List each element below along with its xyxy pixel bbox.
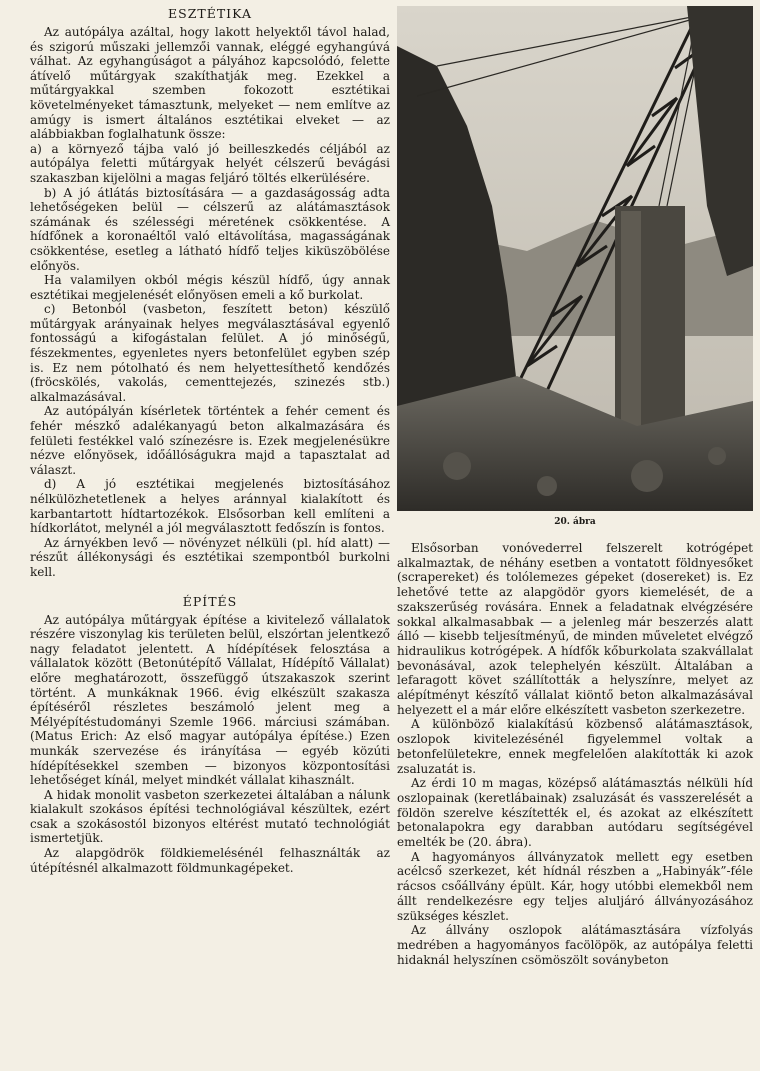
paragraph: A különböző kialakítású közbenső alátámasztások, oszlopok kivitelezésénél figyelemmel voltak a betonfelületekre, ennek megfelelően alakították ki azok zsaluzatát is. [397, 717, 753, 776]
paragraph: Az érdi 10 m magas, középső alátámasztás nélküli híd oszlopainak (keretlábainak) zsaluzását és vasszerelését a földön szerelve készítették el, és azokat az elkészített betonalapokra egy darabban autódaru segítségével emelték be (20. ábra). [397, 776, 753, 850]
paragraph: Az árnyékben levő — növényzet nélküli (pl. híd alatt) — részűt állékonysági és esztétikai szempontból burkolni kell. [30, 535, 390, 579]
right-column [397, 6, 753, 967]
paragraph: c) Betonból (vasbeton, feszített beton) készülő műtárgyak arányainak helyes megválasztásával egyenlő fontosságú a kifogástalan felület. A jó minőségű, fészekmentes, egyenletes nyers betonfelület egyben szép is. Ez nem pótolható és nem helyettesíthető kendőzés (fröcskölés, vakolás, cementtejezés, szinezés stb.) alkalmazásával. [30, 302, 390, 404]
paragraph: b) A jó átlátás biztosítására — a gazdaságosság adta lehetőségeken belül — célszerű az alátámasztások számának és szélességi méretének csökkentése. A hídfőnek a koronaéltől való eltávolítása, magasságának csökkentése, esetleg a látható hídfő teljes kiküszöbölése előnyös. [30, 185, 390, 273]
paragraph: Az alapgödrök földkiemelésénél felhasználták az útépítésnél alkalmazott földmunkagépeket. [30, 846, 390, 875]
construction-photo [397, 6, 753, 511]
figure-caption: 20. ábra [554, 517, 596, 527]
section-heading-epites: ÉPÍTÉS [182, 593, 238, 609]
left-column [30, 6, 390, 875]
paragraph: Ha valamilyen okból mégis készül hídfő, úgy annak esztétikai megjelenését előnyösen emeli a kő burkolat. [30, 273, 390, 302]
paragraph: a) a környező tájba való jó beilleszkedés céljából az autópálya feletti műtárgyak helyét célszerű bevágási szakaszban kijelölni a magas feljáró töltés elkerülésére. [30, 141, 390, 185]
paragraph: Az állvány oszlopok alátámasztására vízfolyás medrében a hagyományos facölöpök, az autópálya feletti hidaknál helyszínen csömöszölt soványbeton [397, 923, 753, 967]
paragraph: Az autópályán kísérletek történtek a fehér cement és fehér mészkő adalékanyagú beton alkalmazására és felületi festékkel való színezésre is. Ezek megjelenésükre nézve előnyösek, időállóságukra majd a tapasztalat ad választ. [30, 404, 390, 477]
paragraph: Az autópálya azáltal, hogy lakott helyektől távol halad, és szigorú műszaki jellemzői vannak, eléggé egyhangúvá válhat. Az egyhangúságot a pályához kapcsolódó, felette átívelő műtárgyak szakíthatják meg. Ezekkel a műtárgyakkal szemben fokozott esztétikai követelményeket támasztunk, melyeket — nem említve az amúgy is ismert általános esztétikai elveket — az alábbiakban foglalhatunk össze: [30, 25, 390, 142]
paragraph: A hidak monolit vasbeton szerkezetei általában a nálunk kialakult szokásos építési technológiával készültek, ezért csak a szokásostól bizonyos eltérést mutató technológiát ismertetjük. [30, 787, 390, 846]
paragraph: A hagyományos állványzatok mellett egy esetben acélcső szerkezet, két hídnál részben a „Habinyák”-féle rácsos csőállvány épült. Kár, hogy utóbbi elemekből nem állt rendelkezésre egy teljes aluljáró állványozásához szükséges készlet. [397, 849, 753, 923]
section-heading-esztetika: ESZTÉTIKA [168, 6, 252, 21]
crane-photo-illustration [397, 6, 753, 511]
paragraph: Elsősorban vonóvederrel felszerelt kotrógépet alkalmaztak, de néhány esetben a vontatott földnyesőket (scrapereket) és tolólemezes gépeket (dosereket) is. Ez lehetővé tette az alapgödör gyors kiemelését, de a szakszerűség rovására. Ennek a feladatnak elvégzésére sokkal alkalmasabbak — a jelenleg már beszerzés alatt álló — kisebb teljesítményű, de minden műveletet elvégző hidraulikus kotrógépek. A hídfők kőburkolata szakvállalat bevonásával, azok telephelyén készült. Általában a lefaragott követ szállították a helyszínre, melyet az alépítményt készítő vállalat kiöntő beton alkalmazásával helyezett el a már előre elkészített vasbeton szerkezetre. [397, 541, 753, 717]
paragraph: d) A jó esztétikai megjelenés biztosításához nélkülözhetetlenek a helyes aránnyal kialakított és karbantartott hídtartozékok. Elsősorban kell említeni a hídkorlátot, melynél a jól megválasztott fedőszín is fontos. [30, 477, 390, 536]
paragraph: Az autópálya műtárgyak építése a kivitelező vállalatok részére viszonylag kis területen belül, elszórtan jelentkező nagy feladatot jelentett. A hídépítések felosztása a vállalatok között (Betonútépítő Vállalat, Hídépítő Vállalat) előre meghatározott, összefüggő útszakaszok szerint történt. A munkáknak 1966. évig elkészült szakasza építéséről részletes beszámoló jelent meg a Mélyépítéstudományi Szemle 1966. márciusi számában. (Matus Erich: Az első magyar autópálya építése.) Ezen munkák szervezése és irányítása — egyéb közúti hídépítésekkel szemben — bizonyos központosítási lehetőséget kínál, melyet mindkét vállalat kihasznált. [30, 612, 390, 788]
